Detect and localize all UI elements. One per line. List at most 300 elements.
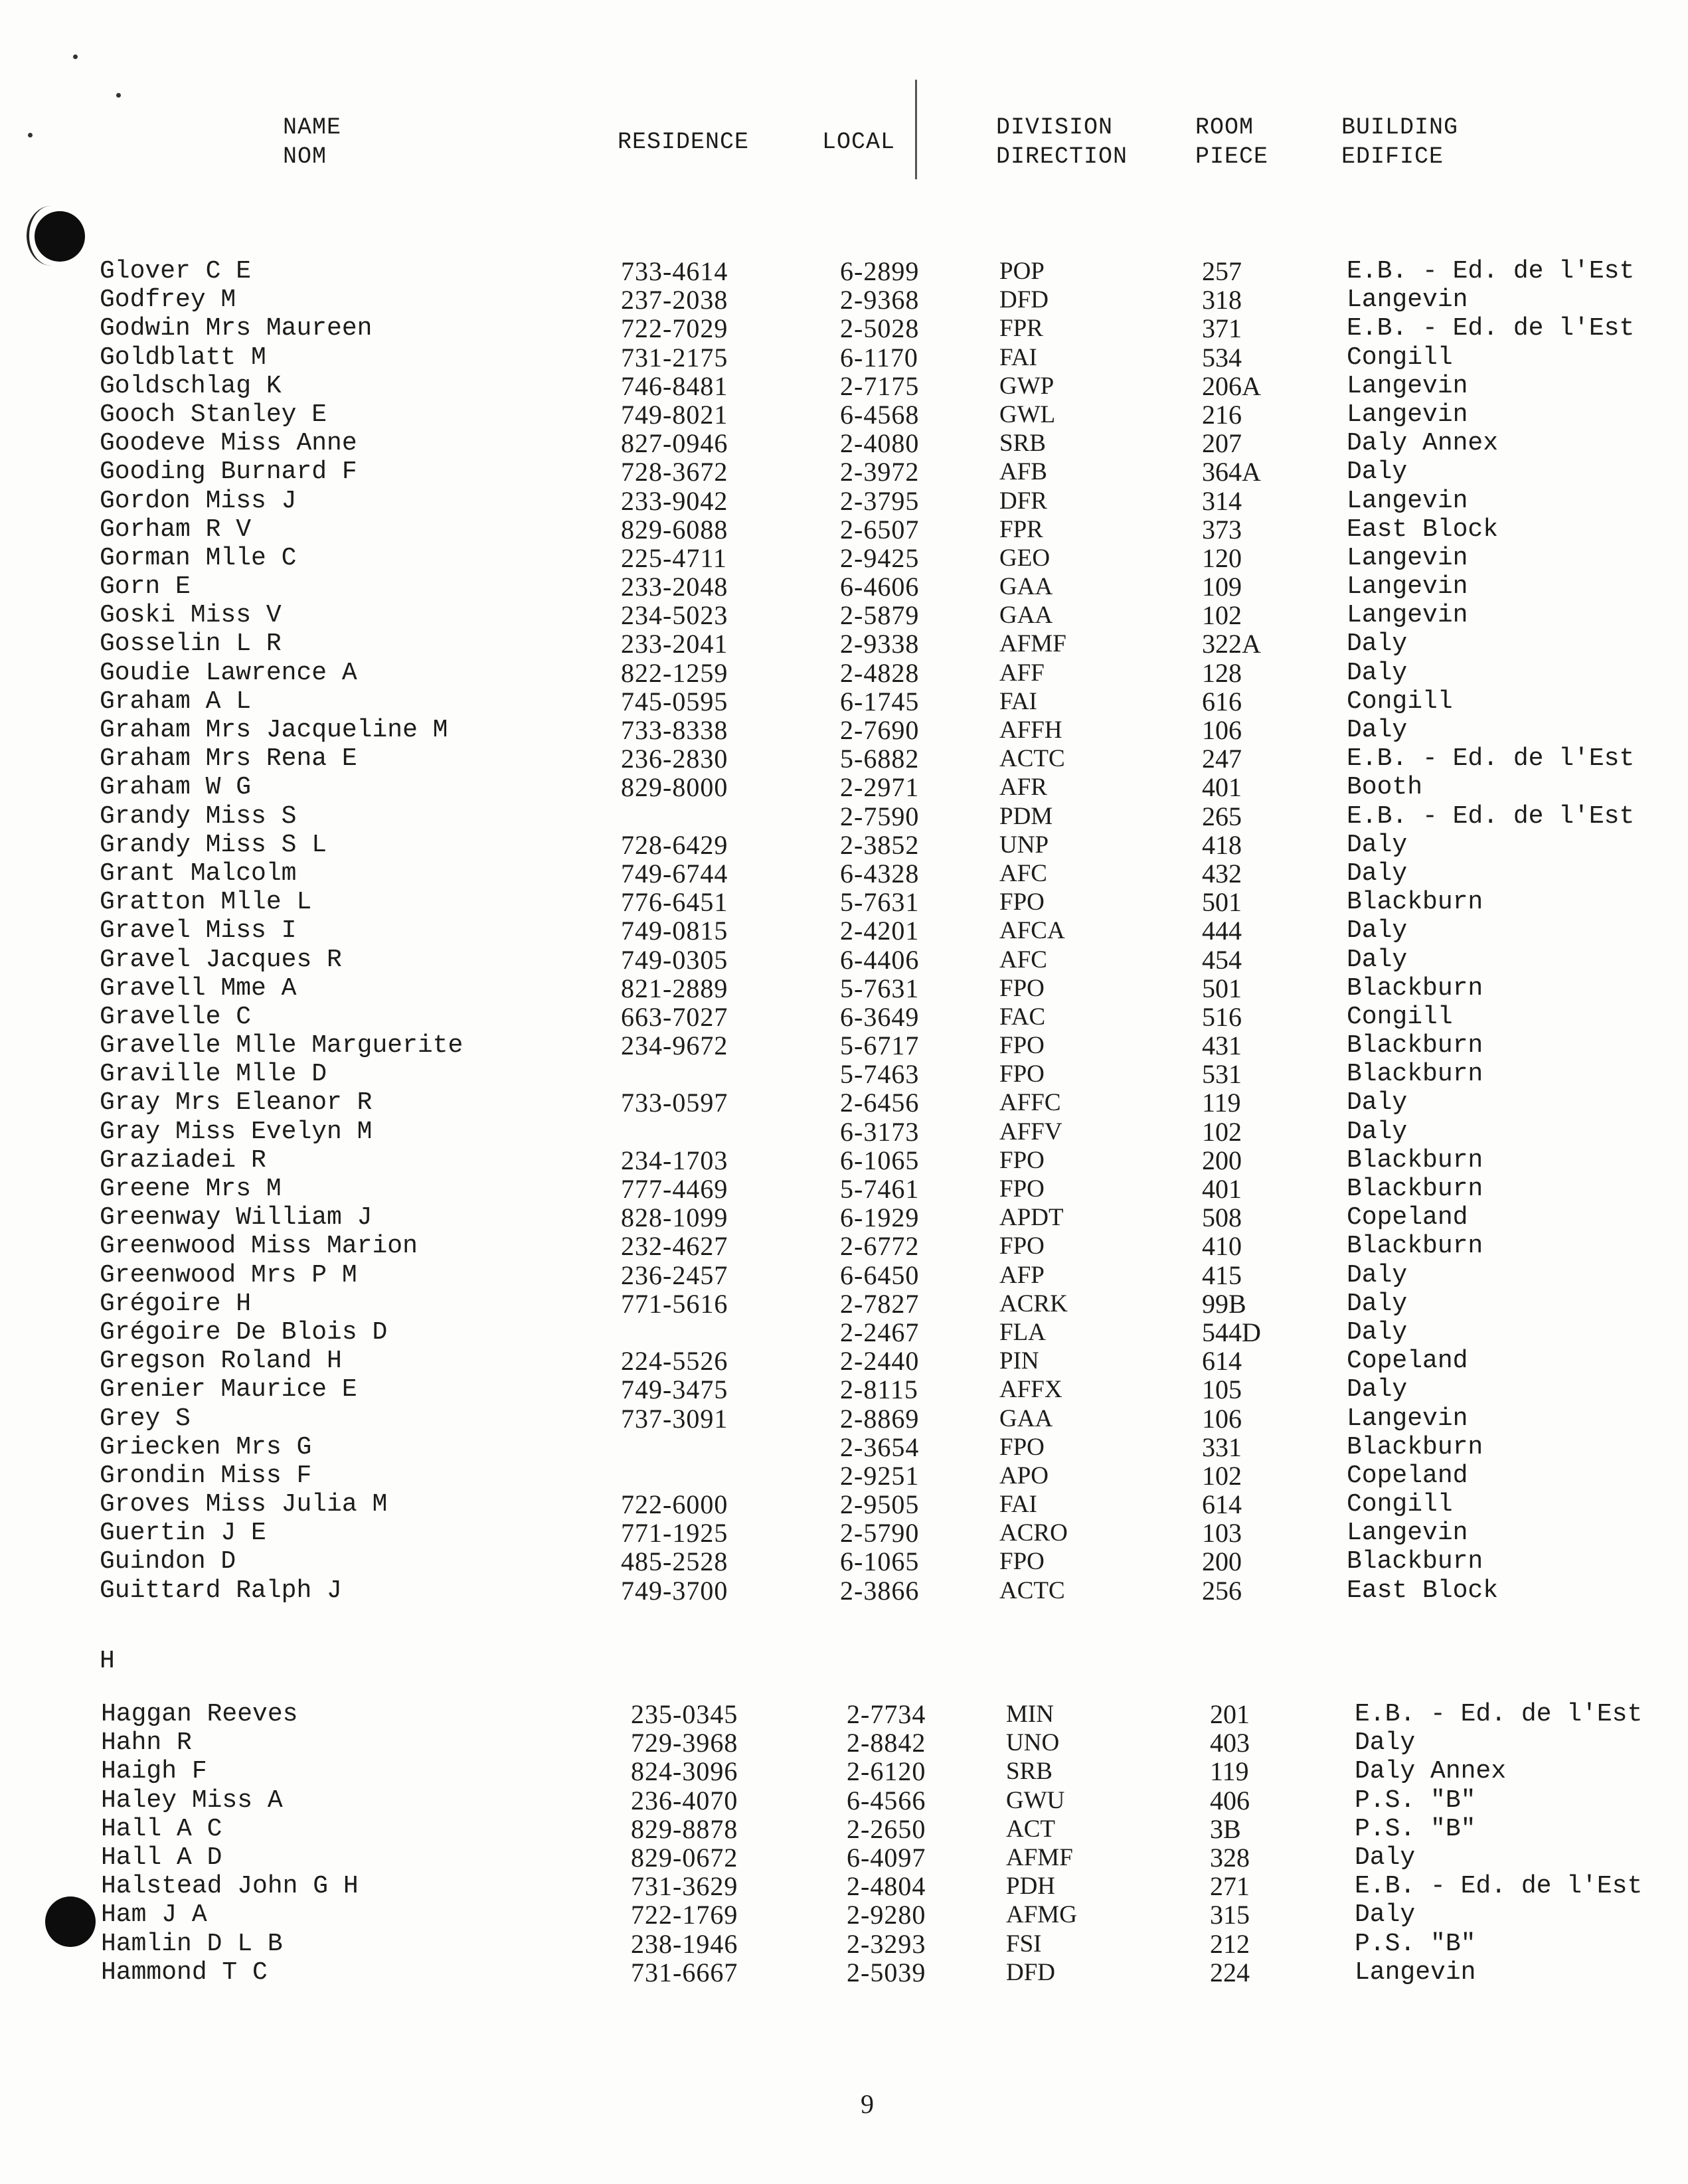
entry-room: 212 xyxy=(1210,1928,1250,1959)
speck xyxy=(116,93,121,98)
entry-residence: 824-3096 xyxy=(631,1756,738,1787)
entry-division: AFMF xyxy=(1006,1843,1073,1871)
entry-residence: 733-4614 xyxy=(621,256,728,286)
entry-local: 6-1745 xyxy=(840,686,920,716)
entry-residence: 829-8000 xyxy=(621,772,728,803)
entry-name: Hall A D xyxy=(101,1843,222,1872)
entry-room: 403 xyxy=(1210,1728,1250,1758)
entry-residence: 663-7027 xyxy=(621,1001,728,1032)
entry-residence: 722-7029 xyxy=(621,313,728,344)
entry-name: Gorn E xyxy=(100,572,191,602)
header-local: LOCAL xyxy=(822,129,896,155)
entry-local: 2-5790 xyxy=(840,1518,920,1549)
entry-building: East Block xyxy=(1347,515,1499,544)
table-row xyxy=(0,1728,1688,1757)
entry-room: 200 xyxy=(1202,1145,1242,1175)
entry-division: SRB xyxy=(999,430,1046,458)
entry-room: 371 xyxy=(1202,313,1242,344)
entry-room: 247 xyxy=(1202,744,1242,774)
table-row xyxy=(0,515,1688,544)
entry-name: Greenwood Miss Marion xyxy=(100,1232,418,1261)
entry-room: 314 xyxy=(1202,485,1242,516)
entry-name: Grégoire De Blois D xyxy=(100,1317,388,1347)
entry-building: Daly xyxy=(1347,859,1408,888)
entry-residence: 485-2528 xyxy=(621,1547,728,1577)
entry-division: UNP xyxy=(999,831,1049,859)
entry-building: Daly xyxy=(1347,1117,1408,1146)
entry-name: Gray Miss Evelyn M xyxy=(100,1117,373,1146)
table-row xyxy=(0,744,1688,773)
entry-residence: 236-2457 xyxy=(621,1260,728,1290)
entry-room: 322A xyxy=(1202,629,1261,659)
entry-building: Daly xyxy=(1347,1289,1408,1318)
table-row xyxy=(0,1815,1688,1843)
entry-building: Daly xyxy=(1347,458,1408,487)
entry-residence: 749-3475 xyxy=(621,1375,728,1405)
entry-name: Greenway William J xyxy=(100,1203,373,1232)
entry-division: GEO xyxy=(999,544,1051,572)
entry-room: 432 xyxy=(1202,858,1242,888)
table-row xyxy=(0,1031,1688,1060)
entry-local: 2-2467 xyxy=(840,1317,920,1347)
table-row xyxy=(0,946,1688,974)
entry-room: 206A xyxy=(1202,371,1261,401)
entry-local: 6-1929 xyxy=(840,1203,920,1233)
table-row xyxy=(0,1175,1688,1203)
table-row xyxy=(0,859,1688,888)
entry-building: Copeland xyxy=(1347,1461,1468,1490)
entry-local: 5-7631 xyxy=(840,887,920,918)
entry-local: 2-8115 xyxy=(840,1375,918,1405)
entry-building: Blackburn xyxy=(1347,1031,1483,1060)
entry-division: FPR xyxy=(999,315,1043,343)
entry-room: 106 xyxy=(1202,1403,1242,1434)
entry-residence: 225-4711 xyxy=(621,543,727,573)
entry-division: GAA xyxy=(999,1404,1053,1432)
entry-local: 2-9280 xyxy=(847,1900,926,1930)
entry-division: PDM xyxy=(999,802,1053,830)
entry-division: FPO xyxy=(999,1433,1045,1461)
entry-division: DFD xyxy=(1006,1958,1056,1986)
entry-division: APO xyxy=(999,1462,1049,1489)
table-row xyxy=(0,1375,1688,1404)
entry-building: Daly xyxy=(1355,1900,1416,1930)
entry-division: FPO xyxy=(999,974,1045,1002)
table-row xyxy=(0,1930,1688,1958)
entry-division: FPO xyxy=(999,1232,1045,1260)
entry-room: 106 xyxy=(1202,715,1242,745)
entries-list-h xyxy=(0,1700,1688,1987)
entry-residence: 771-5616 xyxy=(621,1288,728,1319)
entry-local: 2-9505 xyxy=(840,1489,920,1520)
entry-division: PIN xyxy=(999,1347,1039,1375)
entry-division: AFC xyxy=(999,946,1047,973)
header-building xyxy=(1341,113,1458,171)
entry-division: FAC xyxy=(999,1003,1046,1031)
entry-name: Grégoire H xyxy=(100,1289,252,1318)
entry-building: Congill xyxy=(1347,343,1453,372)
entry-residence: 233-2048 xyxy=(621,572,728,602)
entry-residence: 729-3968 xyxy=(631,1728,738,1758)
entry-room: 120 xyxy=(1202,543,1242,573)
entry-local: 6-2899 xyxy=(840,256,920,286)
entry-division: GAA xyxy=(999,602,1053,630)
entry-name: Guertin J E xyxy=(100,1519,266,1548)
entry-building: Daly xyxy=(1347,630,1408,659)
table-row xyxy=(0,916,1688,945)
entry-building: Copeland xyxy=(1347,1347,1468,1376)
entry-local: 2-2650 xyxy=(847,1813,926,1844)
entry-name: Hahn R xyxy=(101,1728,192,1758)
entry-division: AFFH xyxy=(999,716,1062,744)
header-name-en: NAME xyxy=(283,114,342,141)
entry-building: P.S. "B" xyxy=(1355,1786,1476,1815)
entry-division: ACTC xyxy=(999,1576,1065,1604)
entry-building: Congill xyxy=(1347,1002,1453,1031)
table-row xyxy=(0,343,1688,372)
entry-local: 5-7463 xyxy=(840,1059,920,1090)
entry-local: 6-3173 xyxy=(840,1116,920,1147)
entry-local: 2-4201 xyxy=(840,916,920,946)
entry-residence: 749-0305 xyxy=(621,944,728,975)
entry-room: 256 xyxy=(1202,1575,1242,1606)
entry-name: Gravel Miss I xyxy=(100,916,297,946)
entry-room: 616 xyxy=(1202,686,1242,716)
entry-room: 318 xyxy=(1202,285,1242,315)
entry-local: 2-3972 xyxy=(840,457,920,487)
table-row xyxy=(0,1261,1688,1290)
entry-local: 2-6507 xyxy=(840,514,920,545)
entry-residence: 749-6744 xyxy=(621,858,728,888)
entry-name: Gordon Miss J xyxy=(100,486,297,515)
table-row xyxy=(0,257,1688,286)
entry-name: Glover C E xyxy=(100,257,252,286)
header-room-en: ROOM xyxy=(1195,114,1254,141)
entry-room: 200 xyxy=(1202,1547,1242,1577)
section-letter: H xyxy=(100,1647,115,1675)
entry-division: DFR xyxy=(999,487,1047,515)
entry-name: Gravelle C xyxy=(100,1002,252,1031)
entry-room: 109 xyxy=(1202,572,1242,602)
entry-local: 2-6456 xyxy=(840,1088,920,1118)
entry-division: FPO xyxy=(999,1060,1045,1088)
table-row xyxy=(0,1088,1688,1117)
entry-room: 315 xyxy=(1210,1900,1250,1930)
entry-name: Gregson Roland H xyxy=(100,1347,342,1376)
entry-residence: 722-6000 xyxy=(621,1489,728,1520)
entry-division: POP xyxy=(999,258,1045,285)
entry-local: 2-3852 xyxy=(840,829,920,860)
entry-local: 2-2971 xyxy=(840,772,920,803)
entry-room: 454 xyxy=(1202,944,1242,975)
entry-residence: 776-6451 xyxy=(621,887,728,918)
entry-division: AFFX xyxy=(999,1376,1062,1404)
entry-local: 2-8842 xyxy=(847,1728,926,1758)
entry-residence: 829-0672 xyxy=(631,1842,738,1873)
entry-building: Blackburn xyxy=(1347,1145,1483,1175)
entry-building: Daly xyxy=(1355,1843,1416,1872)
entry-division: AFF xyxy=(999,659,1045,687)
entry-division: AFFV xyxy=(999,1118,1062,1145)
entry-residence: 233-2041 xyxy=(621,629,728,659)
entry-local: 2-9425 xyxy=(840,543,920,573)
table-row xyxy=(0,1519,1688,1547)
entry-division: GWL xyxy=(999,400,1056,428)
entry-division: FPO xyxy=(999,1146,1045,1174)
table-row xyxy=(0,572,1688,601)
entry-building: P.S. "B" xyxy=(1355,1929,1476,1958)
entry-division: GAA xyxy=(999,573,1053,601)
entry-division: FSI xyxy=(1006,1930,1042,1958)
entry-building: Langevin xyxy=(1347,1404,1468,1433)
table-row xyxy=(0,1757,1688,1786)
entry-local: 2-3654 xyxy=(840,1432,920,1462)
table-row xyxy=(0,1576,1688,1605)
table-row xyxy=(0,1462,1688,1490)
entry-name: Grant Malcolm xyxy=(100,859,297,888)
header-division xyxy=(996,113,1128,171)
entry-building: E.B. - Ed. de l'Est xyxy=(1347,744,1635,774)
entry-residence: 731-3629 xyxy=(631,1871,738,1902)
entry-building: Daly xyxy=(1347,1375,1408,1404)
entry-division: GWP xyxy=(999,372,1055,400)
entry-building: Langevin xyxy=(1347,371,1468,400)
table-row xyxy=(0,601,1688,630)
entry-residence: 771-1925 xyxy=(621,1518,728,1549)
entry-building: E.B. - Ed. de l'Est xyxy=(1355,1700,1643,1728)
column-divider xyxy=(915,80,917,179)
entry-building: Daly xyxy=(1347,658,1408,687)
entry-division: PDH xyxy=(1006,1873,1056,1900)
entry-room: 216 xyxy=(1202,399,1242,430)
header-room-fr: PIECE xyxy=(1195,143,1269,170)
entry-room: 265 xyxy=(1202,801,1242,831)
entry-building: Daly xyxy=(1347,1260,1408,1290)
entry-local: 2-7590 xyxy=(840,801,920,831)
table-row xyxy=(0,1347,1688,1375)
entry-division: FPO xyxy=(999,1032,1045,1060)
table-row xyxy=(0,1786,1688,1815)
entry-residence: 236-4070 xyxy=(631,1785,738,1815)
entry-name: Hamlin D L B xyxy=(101,1929,283,1958)
entry-local: 2-5028 xyxy=(840,313,920,344)
table-row xyxy=(0,1203,1688,1232)
entry-local: 2-7690 xyxy=(840,715,920,745)
entry-local: 2-3293 xyxy=(847,1928,926,1959)
table-row xyxy=(0,773,1688,801)
entry-name: Gratton Mlle L xyxy=(100,888,312,917)
entry-building: Blackburn xyxy=(1347,1547,1483,1576)
entry-building: Daly xyxy=(1355,1728,1416,1758)
table-row xyxy=(0,1003,1688,1031)
entry-room: 516 xyxy=(1202,1001,1242,1032)
entry-residence: 235-0345 xyxy=(631,1699,738,1729)
header-room xyxy=(1195,113,1268,171)
entry-building: Langevin xyxy=(1347,601,1468,630)
entry-room: 531 xyxy=(1202,1059,1242,1090)
entry-residence: 733-0597 xyxy=(621,1088,728,1118)
entry-room: 3B xyxy=(1210,1813,1241,1844)
entry-division: AFP xyxy=(999,1261,1045,1289)
entry-local: 2-7175 xyxy=(840,371,920,401)
entry-local: 2-3795 xyxy=(840,485,920,516)
table-row xyxy=(0,1900,1688,1929)
entry-residence: 238-1946 xyxy=(631,1928,738,1959)
entry-division: FAI xyxy=(999,687,1037,715)
entry-local: 6-1065 xyxy=(840,1547,920,1577)
entry-name: Goodeve Miss Anne xyxy=(100,429,357,458)
entry-residence: 737-3091 xyxy=(621,1403,728,1434)
entry-name: Grondin Miss F xyxy=(100,1461,312,1490)
table-row xyxy=(0,458,1688,486)
entry-division: ACT xyxy=(1006,1815,1055,1843)
entry-division: ACRO xyxy=(999,1519,1068,1547)
entry-name: Greene Mrs M xyxy=(100,1175,282,1203)
table-row xyxy=(0,630,1688,658)
entry-local: 6-4606 xyxy=(840,572,920,602)
entry-division: FPO xyxy=(999,1175,1045,1203)
entry-name: Graham Mrs Jacqueline M xyxy=(100,716,448,744)
entry-building: Daly xyxy=(1347,945,1408,974)
entry-local: 6-4097 xyxy=(847,1842,926,1873)
entry-local: 5-7461 xyxy=(840,1174,920,1204)
entry-name: Gravell Mme A xyxy=(100,973,297,1003)
entry-building: Langevin xyxy=(1347,400,1468,429)
table-row xyxy=(0,716,1688,744)
table-row xyxy=(0,1547,1688,1576)
entry-local: 6-4568 xyxy=(840,399,920,430)
table-row xyxy=(0,314,1688,343)
entry-name: Grandy Miss S L xyxy=(100,830,327,859)
entry-residence: 733-8338 xyxy=(621,715,728,745)
entry-room: 431 xyxy=(1202,1031,1242,1061)
table-row xyxy=(0,1118,1688,1146)
header-name-fr: NOM xyxy=(283,143,327,170)
table-row xyxy=(0,1290,1688,1318)
entry-division: GWU xyxy=(1006,1786,1065,1814)
entry-residence: 746-8481 xyxy=(621,371,728,401)
entry-building: Langevin xyxy=(1347,572,1468,602)
entry-residence: 827-0946 xyxy=(621,428,728,459)
entry-residence: 731-2175 xyxy=(621,342,728,373)
entry-name: Gray Mrs Eleanor R xyxy=(100,1088,373,1118)
entry-room: 508 xyxy=(1202,1203,1242,1233)
entry-local: 6-4406 xyxy=(840,944,920,975)
entry-name: Grey S xyxy=(100,1404,191,1433)
entry-division: AFB xyxy=(999,458,1047,486)
entry-building: Daly Annex xyxy=(1347,429,1499,458)
entry-building: Congill xyxy=(1347,687,1453,716)
table-row xyxy=(0,1872,1688,1900)
entry-room: 406 xyxy=(1210,1785,1250,1815)
entry-name: Godwin Mrs Maureen xyxy=(100,314,373,343)
table-row xyxy=(0,1433,1688,1462)
entry-building: Blackburn xyxy=(1347,1175,1483,1203)
entry-residence: 749-8021 xyxy=(621,399,728,430)
entry-name: Graziadei R xyxy=(100,1145,266,1175)
table-row xyxy=(0,1404,1688,1433)
entry-local: 5-7631 xyxy=(840,973,920,1003)
entry-building: Blackburn xyxy=(1347,1060,1483,1089)
entry-residence: 829-8878 xyxy=(631,1813,738,1844)
entry-room: 614 xyxy=(1202,1489,1242,1520)
table-row xyxy=(0,888,1688,916)
table-row xyxy=(0,1060,1688,1088)
entry-division: FLA xyxy=(999,1318,1046,1346)
entry-local: 2-4804 xyxy=(847,1871,926,1902)
entry-building: E.B. - Ed. de l'Est xyxy=(1347,257,1635,286)
entry-room: 128 xyxy=(1202,657,1242,688)
entry-local: 6-4328 xyxy=(840,858,920,888)
entry-room: 418 xyxy=(1202,829,1242,860)
entry-residence: 829-6088 xyxy=(621,514,728,545)
entry-name: Grandy Miss S xyxy=(100,801,297,831)
entry-division: SRB xyxy=(1006,1758,1053,1786)
entry-room: 444 xyxy=(1202,916,1242,946)
entry-building: E.B. - Ed. de l'Est xyxy=(1347,801,1635,831)
entry-name: Graville Mlle D xyxy=(100,1060,327,1089)
entry-name: Haigh F xyxy=(101,1757,207,1786)
entry-room: 105 xyxy=(1202,1375,1242,1405)
entry-residence: 777-4469 xyxy=(621,1174,728,1204)
entry-room: 271 xyxy=(1210,1871,1250,1902)
entry-residence: 822-1259 xyxy=(621,657,728,688)
entry-residence: 749-3700 xyxy=(621,1575,728,1606)
speck xyxy=(73,54,78,59)
entry-building: Langevin xyxy=(1347,543,1468,572)
entry-room: 614 xyxy=(1202,1346,1242,1377)
entry-local: 2-9338 xyxy=(840,629,920,659)
entry-division: FAI xyxy=(999,343,1037,371)
entry-local: 2-4828 xyxy=(840,657,920,688)
entry-room: 544D xyxy=(1202,1317,1261,1347)
entry-room: 373 xyxy=(1202,514,1242,545)
entry-residence: 749-0815 xyxy=(621,916,728,946)
page-number: 9 xyxy=(861,2089,874,2119)
table-row xyxy=(0,1146,1688,1175)
entry-division: ACRK xyxy=(999,1290,1068,1317)
header-building-fr: EDIFICE xyxy=(1341,143,1444,170)
entry-room: 103 xyxy=(1202,1518,1242,1549)
entry-name: Gravel Jacques R xyxy=(100,945,342,974)
entry-local: 6-6450 xyxy=(840,1260,920,1290)
entry-local: 5-6882 xyxy=(840,744,920,774)
entry-name: Gravelle Mlle Marguerite xyxy=(100,1031,464,1060)
entry-room: 364A xyxy=(1202,457,1261,487)
entry-name: Gooch Stanley E xyxy=(100,400,327,429)
table-row xyxy=(0,1843,1688,1872)
table-row xyxy=(0,1318,1688,1347)
entry-room: 328 xyxy=(1210,1842,1250,1873)
entry-local: 6-1065 xyxy=(840,1145,920,1175)
entry-name: Guindon D xyxy=(100,1547,236,1576)
table-row xyxy=(0,487,1688,515)
entry-room: 501 xyxy=(1202,973,1242,1003)
entry-room: 415 xyxy=(1202,1260,1242,1290)
entry-division: MIN xyxy=(1006,1701,1054,1728)
entry-room: 331 xyxy=(1202,1432,1242,1462)
entry-building: Langevin xyxy=(1355,1958,1476,1987)
entry-building: East Block xyxy=(1347,1576,1499,1605)
entry-division: FPO xyxy=(999,888,1045,916)
entry-division: AFC xyxy=(999,859,1047,887)
entry-building: Langevin xyxy=(1347,286,1468,315)
entry-room: 102 xyxy=(1202,600,1242,631)
table-row xyxy=(0,974,1688,1003)
entry-building: Copeland xyxy=(1347,1203,1468,1232)
entry-building: Daly xyxy=(1347,716,1408,744)
entry-residence: 745-0595 xyxy=(621,686,728,716)
